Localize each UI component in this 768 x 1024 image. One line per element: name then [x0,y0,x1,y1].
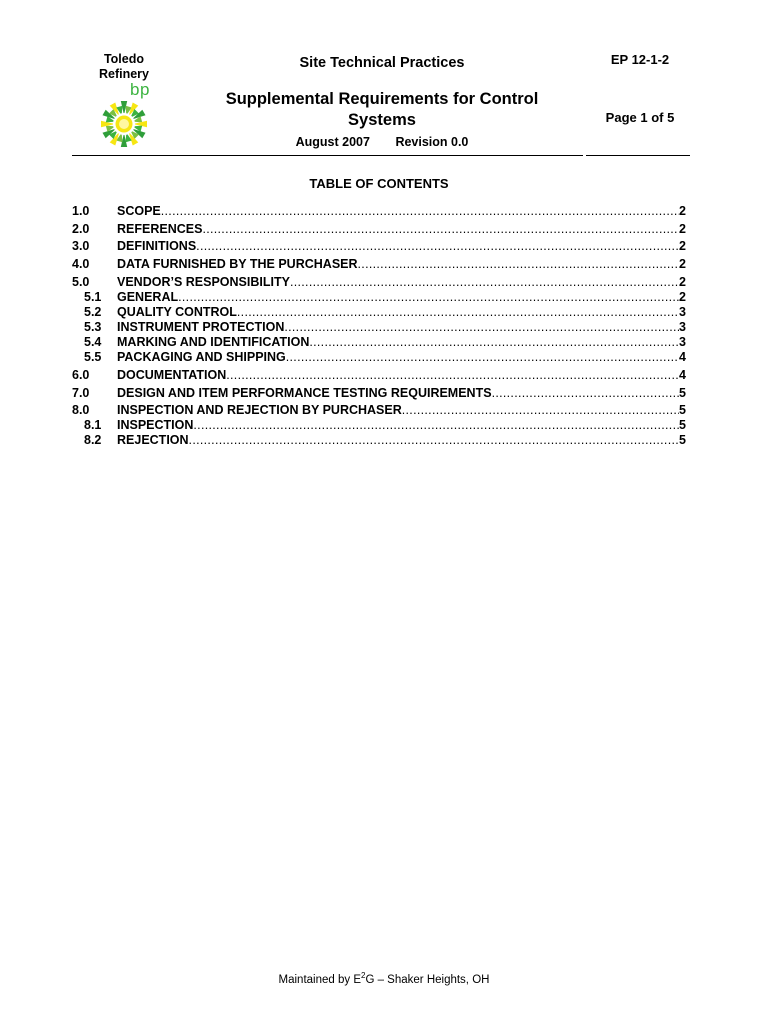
toc-entry-number: 8.0 [72,403,90,418]
toc-entry-page: 2 [679,257,686,272]
toc-entry[interactable] [72,368,686,383]
toc-leader-dots [284,320,679,335]
toc-entry-page: 3 [679,334,686,349]
toc-leader-dots [402,403,679,418]
toc-entry-title: DEFINITIONS [117,239,197,254]
toc-entry-number: 5.4 [84,334,102,349]
toc-entry-number: 7.0 [72,385,90,400]
toc-entry-page: 2 [679,274,686,289]
document-number: EP 12-1-2 [610,52,670,67]
toc-entry[interactable] [72,418,686,433]
header-rule-right [586,155,690,156]
toc-entry-page: 5 [679,433,686,448]
organization-block [88,52,160,82]
toc-leader-dots [492,386,679,401]
toc-leader-dots [189,433,680,448]
toc-leader-dots [193,418,679,433]
toc-entry[interactable] [72,239,686,254]
table-of-contents [72,201,686,448]
toc-entry-title: INSTRUMENT PROTECTION [117,319,285,334]
bp-helios-logo-icon [96,82,156,154]
org-name-line1: Toledo [103,52,145,66]
toc-entry-page: 2 [679,289,686,304]
toc-entry[interactable] [72,305,686,320]
toc-entry-page: 3 [679,304,686,319]
footer-prefix: Maintained by E [278,973,361,986]
toc-entry-page: 5 [679,385,686,400]
toc-entry-number: 5.2 [84,304,102,319]
toc-entry-title: DOCUMENTATION [117,367,227,382]
toc-entry-title: INSPECTION [117,418,194,433]
toc-entry[interactable] [72,386,686,401]
header-doc-info [590,52,690,125]
toc-entry[interactable] [72,403,686,418]
org-name-line2: Refinery [98,67,150,81]
toc-entry-number: 5.5 [84,349,102,364]
toc-entry-page: 5 [679,418,686,433]
toc-entry[interactable] [72,275,686,290]
header-title-block [180,52,584,149]
toc-entry-title: DATA FURNISHED BY THE PURCHASER [117,257,358,272]
document-date: August 2007 [295,135,370,149]
toc-entry-title: DESIGN AND ITEM PERFORMANCE TESTING REQUIREMENTS [117,385,492,400]
toc-entry[interactable] [72,222,686,237]
header-rule-left [72,155,178,156]
toc-entry-title: GENERAL [117,289,179,304]
page-number: Page 1 of 5 [605,110,675,125]
footer-suffix: G – Shaker Heights, OH [365,973,490,986]
section-title: Site Technical Practices [299,55,465,71]
toc-entry-page: 2 [679,203,686,218]
footer-superscript: 2 [361,971,366,980]
toc-entry-page: 4 [679,349,686,364]
toc-entry-number: 1.0 [72,203,90,218]
toc-entry-page: 3 [679,319,686,334]
toc-entry[interactable] [72,257,686,272]
toc-entry[interactable] [72,290,686,305]
bp-logo-text: bp [130,80,150,99]
toc-entry-page: 2 [679,239,686,254]
toc-entry[interactable] [72,433,686,448]
toc-entry-title: REFERENCES [117,221,203,236]
toc-entry-page: 4 [679,367,686,382]
toc-entry-title: SCOPE [117,203,161,218]
toc-entry-page: 2 [679,221,686,236]
toc-entry[interactable] [72,320,686,335]
toc-entry-number: 2.0 [72,221,90,236]
toc-entry-title: VENDOR’S RESPONSIBILITY [117,274,290,289]
toc-leader-dots [202,222,679,237]
toc-entry-title: MARKING AND IDENTIFICATION [117,334,310,349]
toc-leader-dots [196,239,679,254]
toc-entry[interactable] [72,350,686,365]
toc-entry-number: 3.0 [72,239,90,254]
header-rule-center [178,155,583,156]
toc-leader-dots [309,335,679,350]
toc-entry-title: QUALITY CONTROL [117,304,237,319]
toc-entry[interactable] [72,335,686,350]
toc-entry-number: 5.3 [84,319,102,334]
toc-entry-number: 5.0 [72,274,90,289]
toc-leader-dots [290,275,679,290]
toc-entry-number: 6.0 [72,367,90,382]
toc-entry-title: REJECTION [117,433,189,448]
toc-leader-dots [358,257,680,272]
toc-entry-number: 5.1 [84,289,102,304]
document-revision: Revision 0.0 [395,135,469,149]
toc-heading: TABLE OF CONTENTS [309,176,449,191]
toc-entry-number: 4.0 [72,257,90,272]
toc-entry-page: 5 [679,403,686,418]
toc-leader-dots [286,350,679,365]
toc-entry-title: INSPECTION AND REJECTION BY PURCHASER [117,403,402,418]
date-revision-line [180,135,584,149]
page-footer [0,971,768,986]
toc-entry-number: 8.1 [84,418,102,433]
toc-leader-dots [161,204,679,219]
toc-entry[interactable] [72,204,686,219]
toc-leader-dots [178,290,679,305]
toc-entry-number: 8.2 [84,433,102,448]
toc-leader-dots [226,368,679,383]
toc-leader-dots [237,305,679,320]
document-title: Supplemental Requirements for Control Systems [225,90,539,129]
toc-entry-title: PACKAGING AND SHIPPING [117,349,286,364]
